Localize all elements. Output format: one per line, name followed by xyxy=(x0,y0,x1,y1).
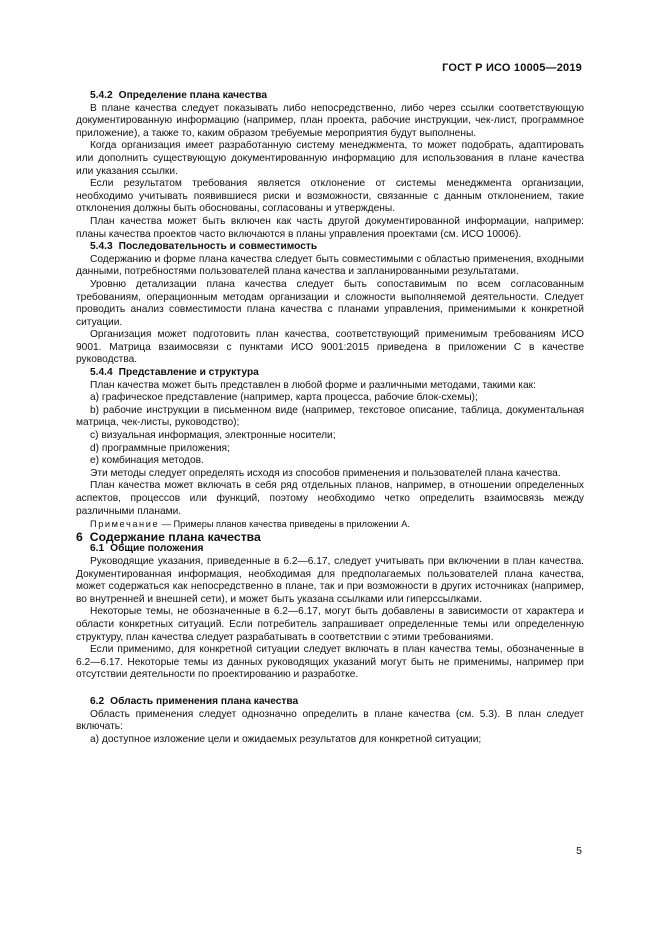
chapter-number: 6 xyxy=(76,529,83,544)
list-item: c) визуальная информация, электронные носители; xyxy=(90,430,336,442)
section-number: 5.4.2 xyxy=(90,90,113,101)
section-title: Определение плана качества xyxy=(118,90,268,101)
paragraph: Если применимо, для конкретной ситуации следует включать в план качества темы, обозначенные в 6.2—6.17. Некоторые темы из данных руководящих указаний могут быть не применимы, например при отсутствии деятельности по проектированию и разработке. xyxy=(76,644,584,681)
document-header: ГОСТ Р ИСО 10005—2019 xyxy=(442,62,582,74)
chapter-title: Содержание плана качества xyxy=(89,529,261,544)
list-item: a) графическое представление (например, карта процесса, рабочие блок-схемы); xyxy=(90,392,478,404)
section-number: 6.2 xyxy=(90,695,105,707)
chapter-heading-6 xyxy=(76,531,584,544)
paragraph: План качества может быть представлен в любой форме и различными методами, такими как: xyxy=(90,379,536,391)
section-title: Общие положения xyxy=(110,543,204,555)
section-title: Область применения плана качества xyxy=(110,695,299,707)
paragraph: В плане качества следует показывать либо непосредственно, либо через ссылки соответствующую документированную информацию (например, план проекта, рабочие инструкции, чек-лист, программное приложение), а также то, каким образом требуемые мероприятия будут выполнены. xyxy=(76,102,584,139)
paragraph: Область применения следует однозначно определить в плане качества (см. 5.3). В план следует включать: xyxy=(76,708,584,733)
section-heading-6-2 xyxy=(76,696,584,709)
section-number: 5.4.4 xyxy=(90,367,113,379)
paragraph: Руководящие указания, приведенные в 6.2—6.17, следует учитывать при включении в план качества. Документированная информация, необходимая для предполагаемых пользователей плана качества, может содержаться как непосредственно в плане, так и при возможности в других источниках (например, во внутренней и внешней сети), и может быть указана ссылками или гиперссылками. xyxy=(76,555,584,605)
paragraph: Содержанию и форме плана качества следует быть совместимыми с областью применения, входными данными, потребностями пользователей плана качества и запланированными результатами. xyxy=(76,253,584,278)
page-number: 5 xyxy=(576,845,582,857)
section-title: Последовательность и совместимость xyxy=(118,241,318,253)
page-body xyxy=(76,90,584,746)
paragraph: Уровню детализации плана качества следует быть сопоставимым по всем согласованным требованиям, операционным методам организации и сложности выполняемой деятельности. Следует проводить анализ совместимости плана качества с планами управления, применимыми к конкретной ситуации. xyxy=(76,278,584,328)
list-item: d) программные приложения; xyxy=(90,442,230,454)
paragraph: Некоторые темы, не обозначенные в 6.2—6.17, могут быть добавлены в зависимости от характера и области конкретных ситуаций. Если потребитель запрашивает определенные темы или определенную структуру, план качества следует разрабатывать в соответствии с этими требованиями. xyxy=(76,606,584,643)
section-heading-5-4-4 xyxy=(76,367,584,380)
section-heading-6-1 xyxy=(76,543,584,556)
list-item: e) комбинация методов. xyxy=(90,455,204,467)
note-label: Примечание xyxy=(90,519,160,530)
section-number: 5.4.3 xyxy=(90,241,113,253)
paragraph: Эти методы следует определять исходя из способов применения и пользователей плана качества. xyxy=(90,467,561,479)
note-text: — Примеры планов качества приведены в приложении А. xyxy=(159,519,410,530)
list-item: b) рабочие инструкции в письменном виде (например, текстовое описание, таблица, документальная матрица, чек-листы, руководство); xyxy=(76,404,584,429)
paragraph: План качества может быть включен как часть другой документированной информации, например: планы качества проектов часто включаются в планы управления проектами (см. ИСО 10006). xyxy=(76,215,584,240)
paragraph: Если результатом требования является отклонение от системы менеджмента организации, необходимо учитывать появившиеся риски и возможности, связанные с данным отклонением, такие отклонения должны быть обоснованы, согласованы и утверждены. xyxy=(76,178,584,215)
section-heading-5-4-3 xyxy=(76,241,584,254)
section-number: 6.1 xyxy=(90,543,105,555)
list-item: a) доступное изложение цели и ожидаемых результатов для конкретной ситуации; xyxy=(90,733,482,745)
paragraph: Когда организация имеет разработанную систему менеджмента, то может подобрать, адаптировать или дополнить существующую документированную информацию для использования в плане качества или указания ссылки. xyxy=(76,140,584,177)
section-title: Представление и структура xyxy=(118,367,259,379)
paragraph: Организация может подготовить план качества, соответствующий применимым требованиям ИСО 9001. Матрица взаимосвязи с пунктами ИСО 9001:2015 приведена в приложении С в качестве руководства. xyxy=(76,329,584,366)
paragraph: План качества может включать в себя ряд отдельных планов, например, в отношении определенных аспектов, процессов или функций, поэтому необходимо четко определить взаимосвязь между различными планами. xyxy=(76,480,584,517)
section-heading-5-4-2 xyxy=(76,90,584,103)
